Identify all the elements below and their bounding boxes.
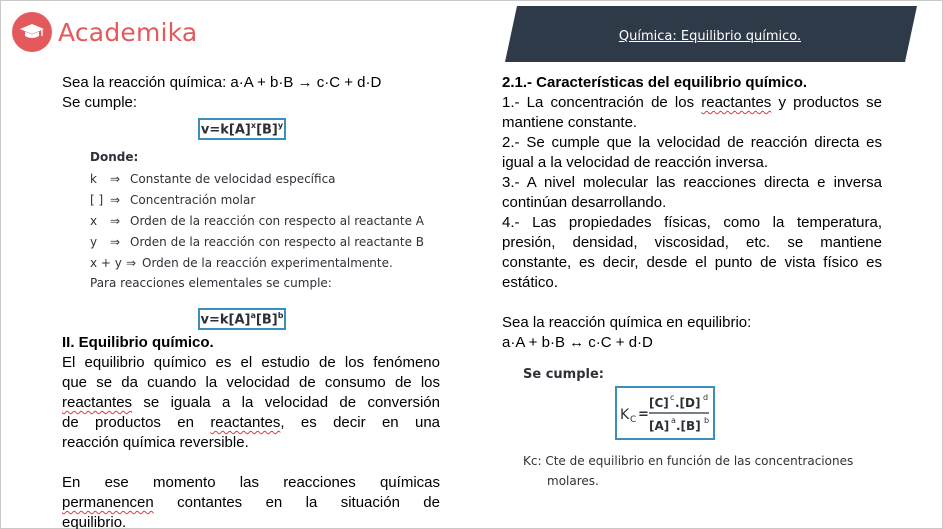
definition-row: x ⇒ Orden de la reacción con respecto al reactante A — [90, 213, 425, 228]
paragraph-line: reactantes se iguala a la velocidad de conversión — [62, 394, 440, 411]
se-cumple-label: Se cumple: — [62, 94, 138, 111]
section-title-caracteristicas: 2.1.- Características del equilibrio químico. — [502, 74, 808, 91]
kc-note: Kc: Cte de equilibrio en función de las concentraciones molares. — [523, 454, 854, 488]
implies-arrow-icon: ⇒ — [110, 213, 121, 228]
graduation-cap-icon — [12, 12, 52, 52]
svg-text:.[D]: .[D] — [675, 396, 701, 410]
paragraph-line: que se da cuando la velocidad de consumo de los — [62, 374, 440, 391]
logo-text: Academika — [58, 17, 198, 47]
characteristic-item: 4.- Las propiedades físicas, como la temperatura, presión, densidad, viscosidad, etc. se mantiene constante, es decir, desde el punto de vista físico es estático. — [502, 214, 882, 291]
left-column-bottom — [62, 333, 440, 529]
equilibrium-reaction: a·A + b·B ↔ c·C + d·D — [502, 334, 653, 351]
reaction-intro: Sea la reacción química: a·A + b·B → c·C + d·D — [62, 74, 382, 91]
svg-text:a: a — [671, 416, 676, 425]
se-cumple-right-label: Se cumple: — [523, 367, 604, 382]
paragraph-line: En ese momento las reacciones químicas — [62, 474, 440, 491]
donde-label: Donde: — [90, 150, 139, 164]
equilibrium-intro: Sea la reacción química en equilibrio: — [502, 314, 752, 331]
definitions-list — [90, 150, 430, 290]
paragraph-line: reacción química reversible. — [62, 434, 249, 451]
implies-arrow-icon: ⇒ — [110, 192, 121, 207]
characteristic-item: 3.- A nivel molecular las reacciones directa e inversa continúan desarrollando. — [502, 174, 882, 211]
definition-row: [ ] ⇒ Concentración molar — [90, 192, 256, 207]
characteristic-item: 2.- Se cumple que la velocidad de reacción directa es igual a la velocidad de reacción inversa. — [502, 134, 882, 171]
definition-row: x + y ⇒ Orden de la reacción experimentalmente. — [90, 255, 393, 270]
svg-text:.[B]: .[B] — [676, 419, 701, 433]
svg-text:c: c — [670, 393, 675, 402]
implies-arrow-icon: ⇒ — [110, 171, 121, 186]
implies-arrow-icon: ⇒ — [126, 255, 137, 270]
rate-law-formula: $v=k[A]^x[B]^y$ — [198, 118, 286, 140]
svg-text:[A]: [A] — [649, 419, 670, 433]
section-title-equilibrio: II. Equilibrio químico. — [62, 334, 214, 351]
left-column-top — [62, 73, 440, 113]
page-title: Química: Equilibrio químico. — [618, 29, 802, 44]
svg-text:[C]: [C] — [649, 396, 669, 410]
right-column — [502, 73, 882, 353]
paragraph-line: El equilibrio químico es el estudio de los fenómeno — [62, 354, 440, 371]
elementary-rate-law-formula: $v=k[A]^a[B]^b$ — [198, 308, 286, 330]
elementales-text: Para reacciones elementales se cumple: — [90, 276, 332, 290]
svg-text:C: C — [630, 415, 637, 425]
kc-formula — [615, 386, 715, 440]
definition-row: y ⇒ Orden de la reacción con respecto al reactante B — [90, 234, 425, 249]
characteristic-item: 1.- La concentración de los reactantes y productos se mantiene constante. — [502, 94, 882, 131]
implies-arrow-icon: ⇒ — [110, 234, 121, 249]
paragraph-line: de productos en reactantes, es decir en una — [62, 414, 441, 431]
svg-text:d: d — [703, 393, 709, 402]
logo — [12, 12, 197, 52]
definition-row: k ⇒ Constante de velocidad específica — [90, 171, 336, 186]
paragraph-line: permanencen contantes en la situación de — [62, 494, 440, 511]
svg-text:b: b — [704, 416, 710, 425]
svg-text:K: K — [620, 407, 630, 423]
svg-text:=: = — [638, 407, 649, 422]
paragraph-line: equilibrio. — [62, 514, 127, 529]
